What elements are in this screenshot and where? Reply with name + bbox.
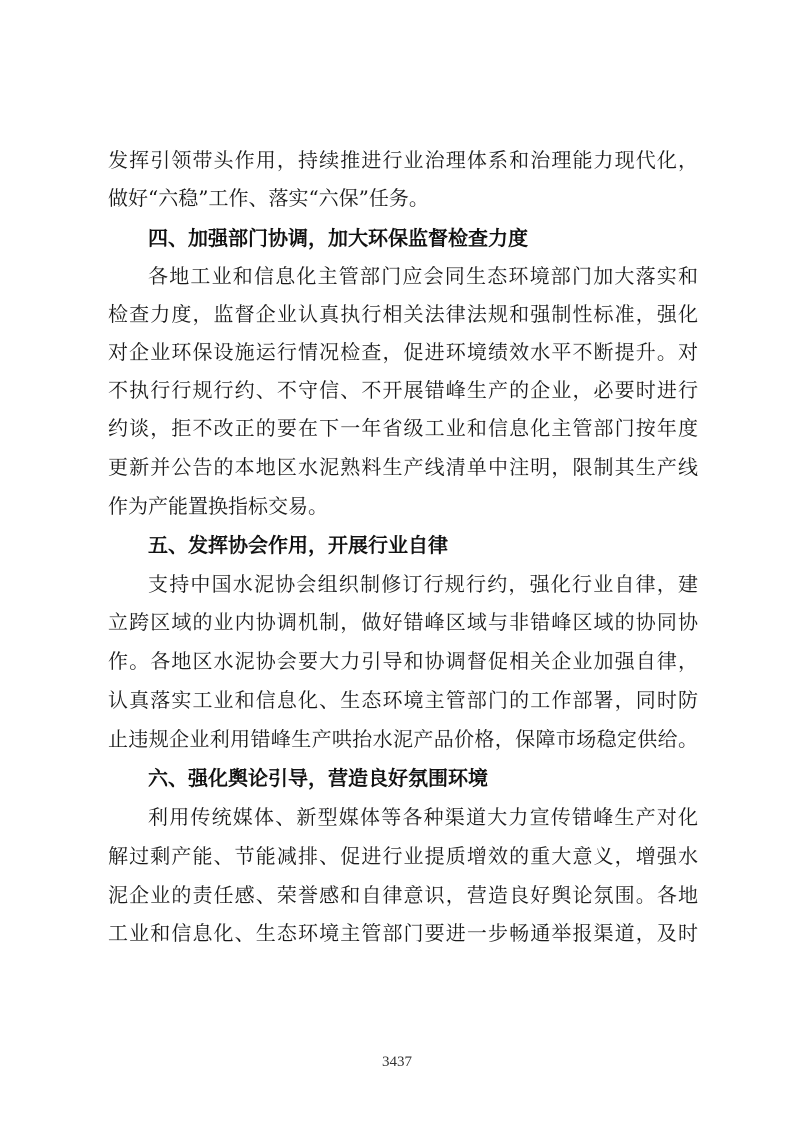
section-heading: 四、加强部门协调，加大环保监督检查力度 — [148, 226, 528, 250]
page-number: 3437 — [382, 1054, 412, 1070]
body-text-line: 支持中国水泥协会组织制修订行规行约，强化行业自律，建 — [148, 572, 698, 596]
body-text-line: 解过剩产能、节能减排、促进行业提质增效的重大意义，增强水 — [108, 844, 698, 868]
body-text-line: 做好“六稳”工作、落实“六保”任务。 — [108, 186, 429, 210]
body-text-line: 各地工业和信息化主管部门应会同生态环境部门加大落实和 — [148, 264, 698, 288]
section-heading: 六、强化舆论引导，营造良好氛围环境 — [148, 766, 488, 790]
body-text-line: 工业和信息化、生态环境主管部门要进一步畅通举报渠道，及时 — [108, 921, 698, 945]
body-text-line: 不执行行规行约、不守信、不开展错峰生产的企业，必要时进行 — [108, 378, 698, 402]
body-text-line: 对企业环保设施运行情况检查，促进环境绩效水平不断提升。对 — [108, 340, 698, 364]
body-text-line: 发挥引领带头作用，持续推进行业治理体系和治理能力现代化， — [108, 148, 698, 172]
body-text-line: 检查力度，监督企业认真执行相关法律法规和强制性标准，强化 — [108, 302, 698, 326]
body-text-line: 作为产能置换指标交易。 — [108, 494, 328, 518]
body-text-line: 立跨区域的业内协调机制，做好错峰区域与非错峰区域的协同协 — [108, 610, 698, 634]
body-text-line: 泥企业的责任感、荣誉感和自律意识，营造良好舆论氛围。各地 — [108, 883, 698, 907]
body-text-line: 约谈，拒不改正的要在下一年省级工业和信息化主管部门按年度 — [108, 416, 698, 440]
section-heading: 五、发挥协会作用，开展行业自律 — [148, 533, 448, 557]
body-text-line: 利用传统媒体、新型媒体等各种渠道大力宣传错峰生产对化 — [148, 805, 698, 829]
body-text-line: 作。各地区水泥协会要大力引导和协调督促相关企业加强自律， — [108, 649, 698, 673]
body-text-line: 认真落实工业和信息化、生态环境主管部门的工作部署，同时防 — [108, 688, 698, 712]
body-text-line: 更新并公告的本地区水泥熟料生产线清单中注明，限制其生产线 — [108, 455, 698, 479]
body-text-line: 止违规企业利用错峰生产哄抬水泥产品价格，保障市场稳定供给。 — [108, 727, 698, 751]
